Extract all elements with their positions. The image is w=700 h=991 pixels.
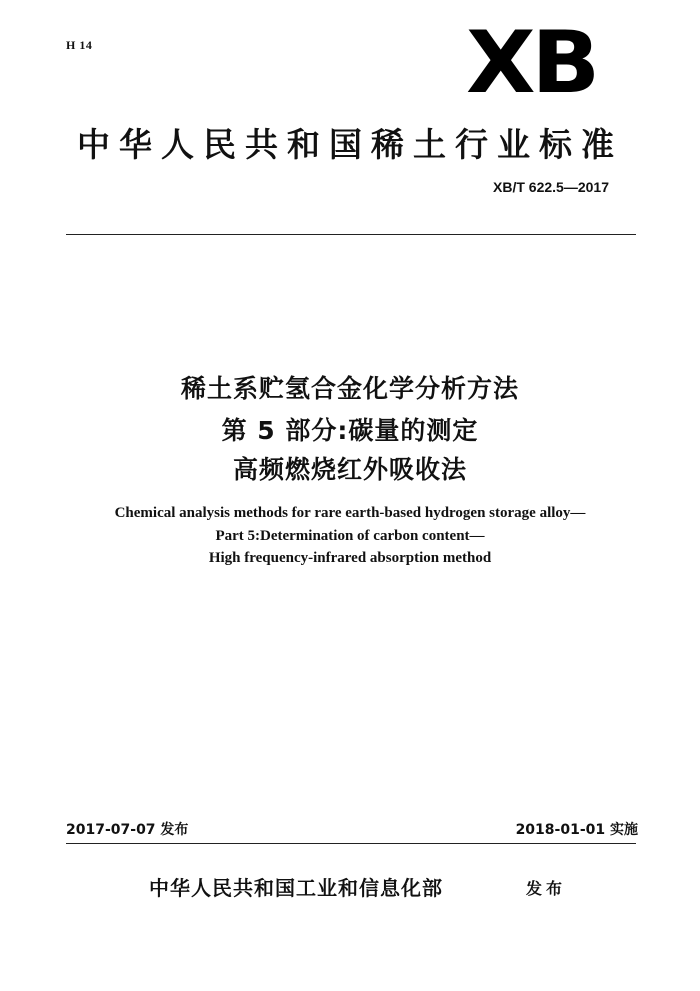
xb-logo: XB — [466, 13, 597, 113]
chinese-title-line-3: 高频燃烧红外吸收法 — [232, 455, 467, 484]
publish-label: 发布 — [526, 879, 567, 898]
chinese-title-line-1: 稀土系贮氢合金化学分析方法 — [180, 374, 519, 403]
english-title-line-1: Chemical analysis methods for rare earth-based hydrogen storage alloy— — [114, 505, 586, 521]
english-title-line-2: Part 5:Determination of carbon content— — [215, 528, 485, 544]
chinese-title-line-2: 第 5 部分:碳量的测定 — [221, 416, 479, 445]
publisher-name: 中华人民共和国工业和信息化部 — [149, 876, 443, 900]
issue-date: 2017-07-07 发布 — [66, 822, 189, 838]
english-title-line-3: High frequency-infrared absorption method — [208, 550, 492, 566]
implementation-date: 2018-01-01 实施 — [515, 822, 638, 838]
top-divider — [66, 234, 636, 235]
classification-code: H 14 — [66, 38, 93, 52]
standard-category-title: 中华人民共和国稀土行业标准 — [77, 125, 623, 164]
bottom-divider — [66, 843, 636, 844]
standard-number: XB/T 622.5—2017 — [493, 179, 609, 195]
